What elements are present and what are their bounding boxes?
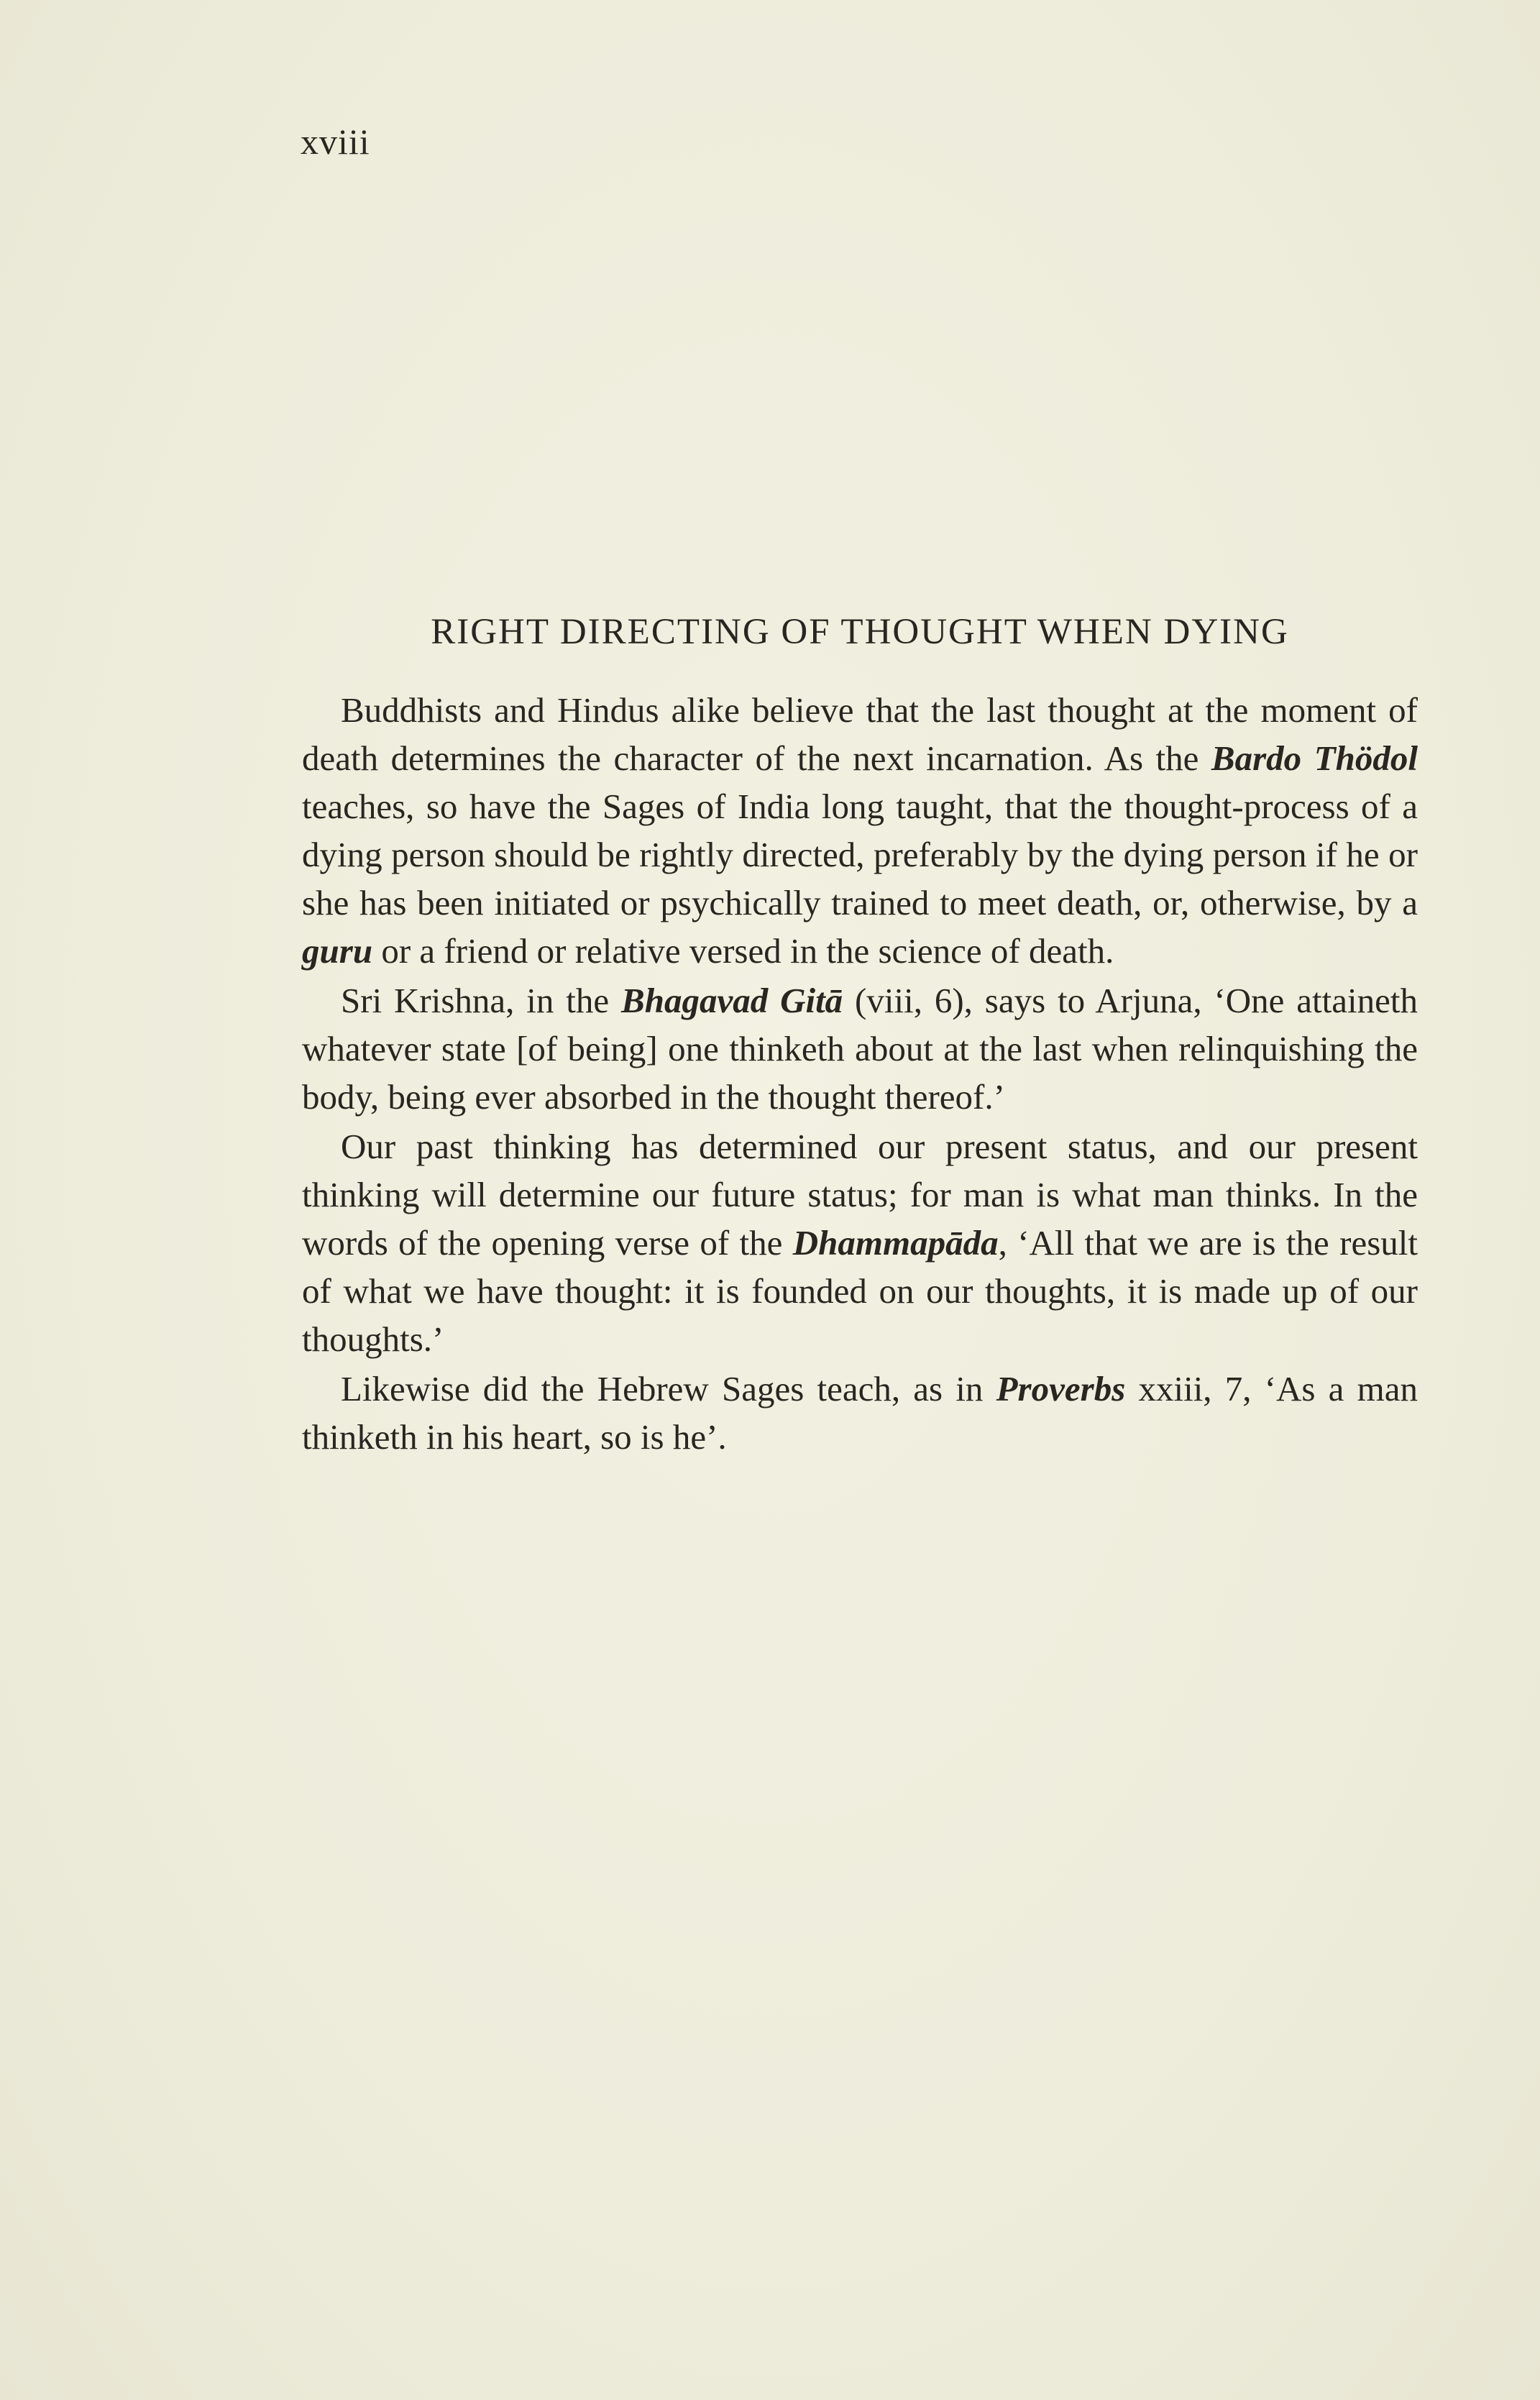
paragraph-4 bbox=[302, 1365, 1418, 1461]
p2-text-2: (viii, 6), says to Arjuna, ‘One attaineth whatever state [of being] one thinketh about at the last when relinquishing the body, being ever absorbed in the thought thereof.’ bbox=[302, 981, 1418, 1117]
text-block bbox=[302, 611, 1418, 1462]
p4-proverbs-title: Proverbs bbox=[996, 1369, 1126, 1409]
p1-text-2: teaches, so have the Sages of India long taught, that the thought-process of a dying person should be rightly directed, preferably by the dying person if he or she has been initiated or psychically trained to meet death, or, otherwise, by a bbox=[302, 787, 1418, 922]
p1-text-1: Buddhists and Hindus alike believe that the last thought at the moment of death determines the character of the next incarnation. As the bbox=[302, 690, 1418, 778]
p1-guru-term: guru bbox=[302, 931, 373, 971]
p3-dhammapada-title: Dhammapāda bbox=[792, 1223, 999, 1263]
p1-text-3: or a friend or relative versed in the science of death. bbox=[372, 931, 1114, 971]
paragraph-1 bbox=[302, 686, 1418, 975]
section-heading: RIGHT DIRECTING OF THOUGHT WHEN DYING bbox=[431, 612, 1289, 652]
paragraph-3 bbox=[302, 1122, 1418, 1363]
p3-text-1: Our past thinking has determined our present status, and our present thinking will determine our future status; for man is what man thinks. In the words of the opening verse of the bbox=[302, 1127, 1418, 1263]
p4-text-2: xxiii, 7, ‘As a man thinketh in his heart, so is he’. bbox=[302, 1369, 1418, 1457]
p3-text-2: , ‘All that we are is the result of what we have thought: it is founded on our thoughts, it is made up of our thoughts.’ bbox=[302, 1223, 1418, 1359]
p4-text-1: Likewise did the Hebrew Sages teach, as in bbox=[341, 1369, 996, 1409]
page-number: xviii bbox=[301, 122, 370, 162]
p2-gita-title: Bhagavad Gitā bbox=[621, 981, 843, 1020]
p2-text-1: Sri Krishna, in the bbox=[341, 981, 622, 1020]
p1-bardo-title: Bardo Thödol bbox=[1211, 738, 1418, 778]
paragraph-2 bbox=[302, 976, 1418, 1121]
